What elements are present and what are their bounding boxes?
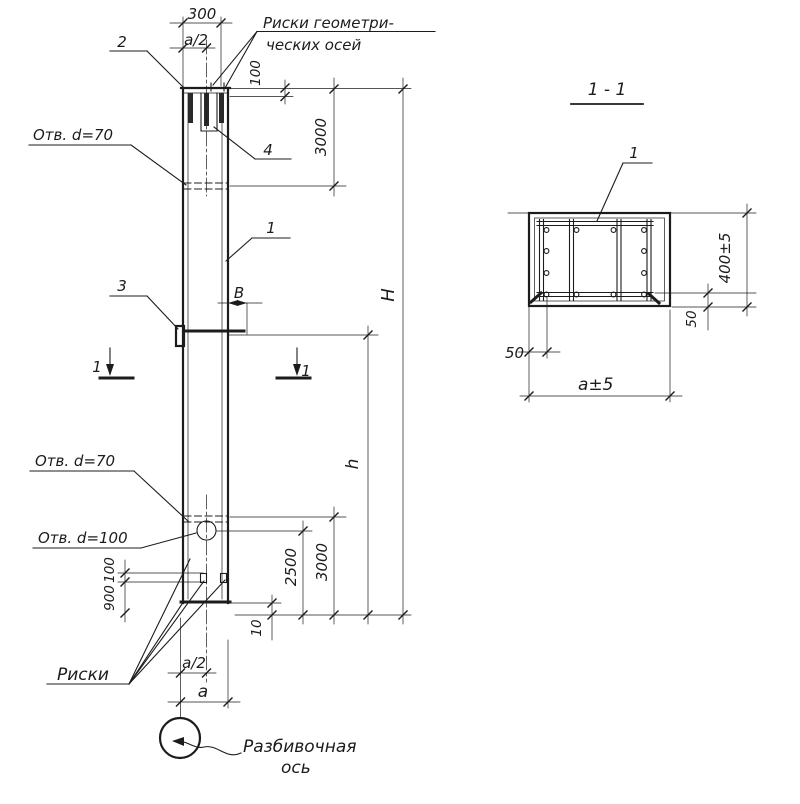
dim-a5-label: a±5	[578, 375, 614, 395]
cut-mark-left-label: 1	[92, 358, 102, 376]
top-anchor-slots	[188, 83, 224, 131]
hole-mid-note: Отв. d=70	[35, 452, 116, 470]
riski-label: Риски	[57, 665, 109, 685]
axis-note-line2: ось	[281, 758, 311, 778]
dim-3000-bottom-label: 3000	[313, 542, 331, 582]
section-view	[505, 80, 756, 402]
hole-top-d70	[184, 183, 227, 189]
pos3-label: 3	[117, 277, 127, 295]
joint-band	[176, 326, 244, 346]
column-outline	[181, 88, 230, 603]
hole-bottom-note: Отв. d=100	[38, 529, 128, 547]
section-title: 1 - 1	[587, 80, 627, 100]
extension-lines	[118, 17, 411, 708]
dim-100-bottom-label: 100	[102, 557, 118, 583]
section-cut-markers	[92, 348, 311, 380]
dim-50-right-label: 50	[684, 310, 700, 328]
hole-top-note: Отв. d=70	[33, 126, 114, 144]
section-formwork	[531, 220, 659, 304]
pos4-label: 4	[263, 141, 273, 159]
layout-axis-bubble	[160, 718, 241, 758]
dim-3000-top-label: 3000	[312, 117, 330, 157]
section-dimension-lines	[518, 204, 747, 396]
axes-note-line1: Риски геометри-	[263, 14, 394, 32]
section-title-group	[571, 80, 643, 104]
dim-400-label: 400±5	[716, 232, 734, 284]
dim-a2-bottom-label: a/2	[182, 654, 206, 672]
dim-H-label: Н	[378, 288, 399, 302]
dim-900-label: 900	[102, 585, 118, 611]
dimension-lines	[125, 23, 403, 702]
main-view	[29, 5, 435, 778]
cut-mark-right-label: 1	[301, 362, 311, 380]
dim-a2-top-label: a/2	[184, 31, 208, 49]
pos1-label: 1	[266, 219, 276, 237]
dim-2500-label: 2500	[282, 547, 300, 587]
dim-h-label: h	[343, 458, 363, 470]
dim-100-top-label: 100	[248, 60, 264, 86]
pos2-label: 2	[117, 33, 127, 51]
dim-10-label: 10	[249, 619, 265, 637]
axes-note-line2: ческих осей	[266, 36, 362, 54]
centerlines	[181, 40, 207, 718]
section-pos1-label: 1	[629, 144, 639, 162]
axis-note-line1: Разбивочная	[243, 737, 357, 757]
dim-B-label: В	[233, 284, 245, 302]
dim-a-label: a	[197, 682, 209, 702]
dim-50-left-label: 50	[505, 344, 525, 362]
dim-300-label: 300	[187, 5, 217, 23]
